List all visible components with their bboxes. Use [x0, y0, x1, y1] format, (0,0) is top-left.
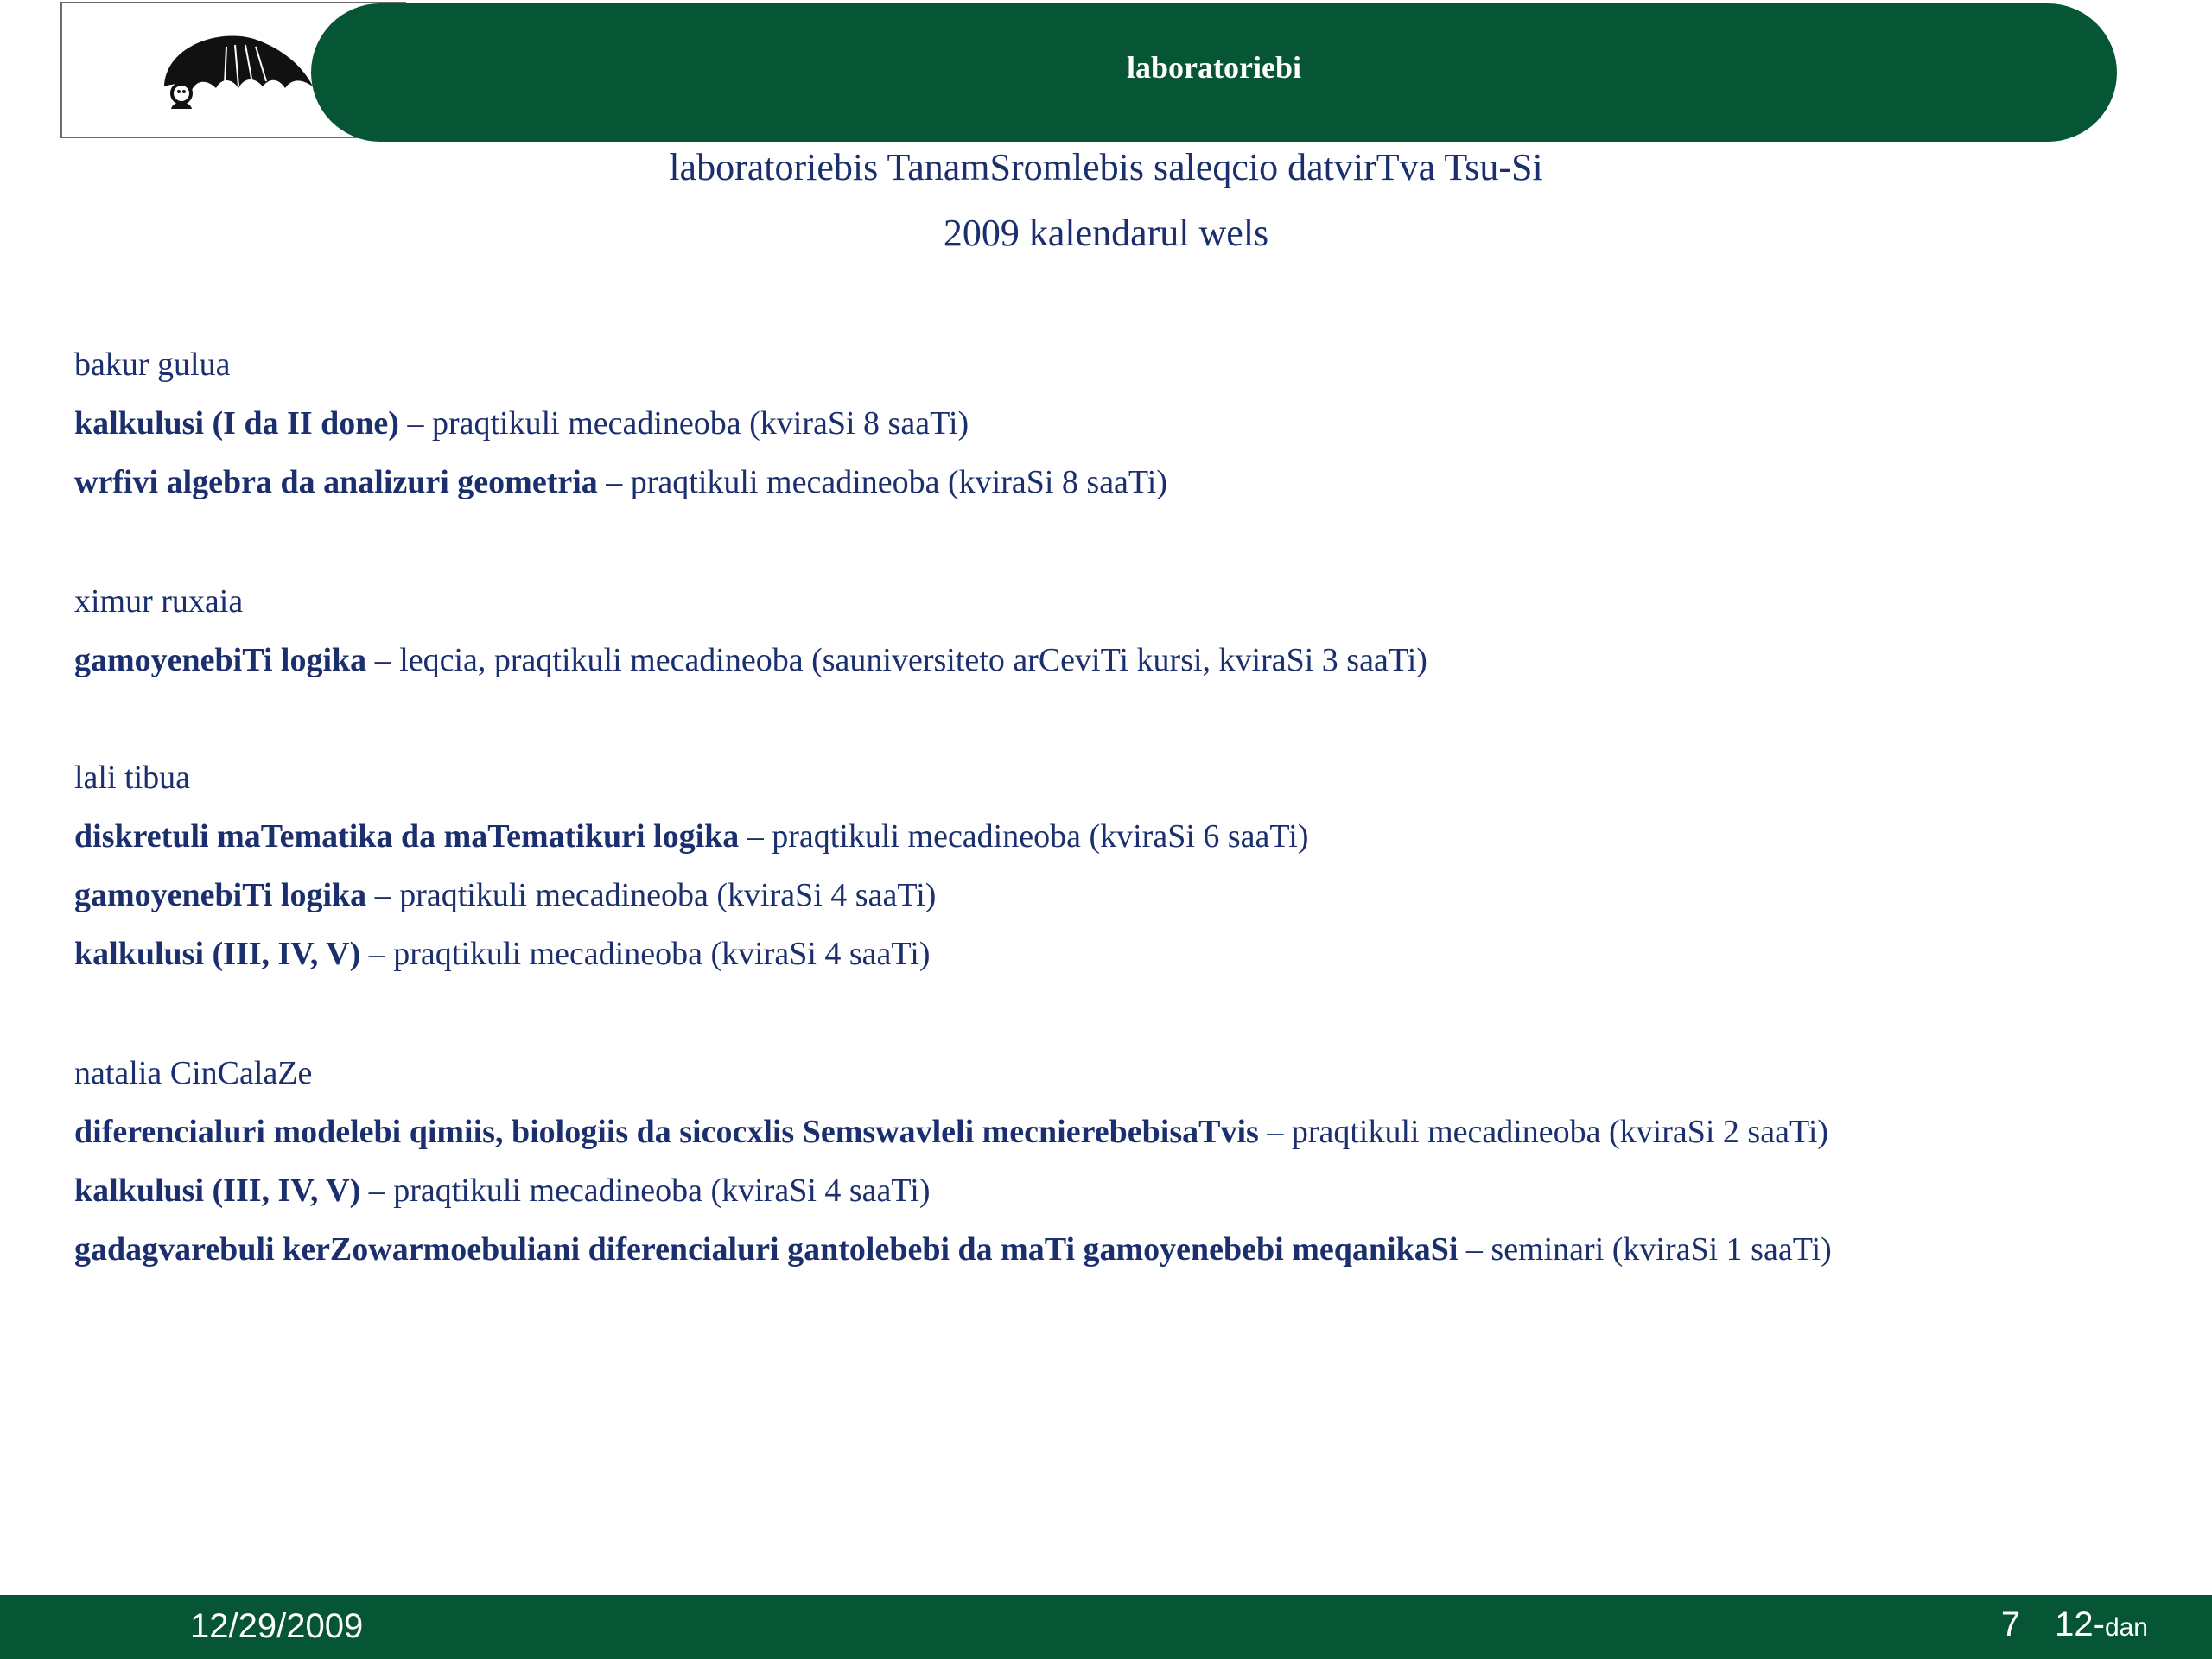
- subtitle-line-1: laboratoriebis TanamSromlebis saleqcio datvirTva Tsu-Si: [669, 146, 1543, 188]
- course-details: – seminari (kviraSi 1 saaTi): [1458, 1231, 1832, 1268]
- page-number: 7: [2000, 1605, 2021, 1643]
- course-details: – praqtikuli mecadineoba (kviraSi 2 saaTi): [1258, 1114, 1829, 1150]
- instructor-name: natalia CinCalaZe: [74, 1055, 313, 1091]
- course-line: [74, 816, 1309, 857]
- footer-date: 12/29/2009: [190, 1607, 364, 1645]
- course-title: wrfivi algebra da analizuri geometria: [74, 464, 598, 500]
- footer-bar: [0, 1595, 2212, 1659]
- course-line: [74, 461, 1167, 503]
- course-line: [74, 1170, 931, 1211]
- course-line: [74, 639, 1427, 681]
- course-details: – praqtikuli mecadineoba (kviraSi 6 saaTi): [739, 818, 1309, 855]
- course-details: – leqcia, praqtikuli mecadineoba (sauniversiteto arCeviTi kursi, kviraSi 3 saaTi): [366, 642, 1427, 678]
- page-total-suffix: dan: [2104, 1613, 2148, 1642]
- course-title: gadagvarebuli kerZowarmoebuliani diferencialuri gantolebebi da maTi gamoyenebebi meqanikaSi: [74, 1231, 1459, 1268]
- course-line: [74, 1229, 1832, 1270]
- course-title: kalkulusi (I da II done): [74, 405, 399, 442]
- title-bar: [311, 3, 2117, 142]
- course-details: – praqtikuli mecadineoba (kviraSi 4 saaTi): [366, 877, 937, 913]
- course-line: [74, 403, 969, 444]
- course-details: – praqtikuli mecadineoba (kviraSi 8 saaTi): [597, 464, 1168, 500]
- course-title: gamoyenebiTi logika: [74, 642, 367, 678]
- course-title: diskretuli maTematika da maTematikuri logika: [74, 818, 740, 855]
- page-total: 12-: [2055, 1605, 2105, 1643]
- instructor-name: lali tibua: [74, 760, 191, 796]
- course-title: kalkulusi (III, IV, V): [74, 936, 361, 972]
- slide-title: laboratoriebi: [1127, 50, 1301, 85]
- course-title: kalkulusi (III, IV, V): [74, 1173, 361, 1209]
- course-details: – praqtikuli mecadineoba (kviraSi 8 saaTi): [398, 405, 969, 442]
- course-line: [74, 933, 931, 975]
- course-title: diferencialuri modelebi qimiis, biologiis da sicocxlis Semswavleli mecnierebebisaTvis: [74, 1114, 1259, 1150]
- instructor-name: ximur ruxaia: [74, 583, 244, 620]
- page-indicator: [2001, 1605, 2148, 1644]
- course-line: [74, 874, 936, 916]
- course-title: gamoyenebiTi logika: [74, 877, 367, 913]
- course-details: – praqtikuli mecadineoba (kviraSi 4 saaTi): [360, 1173, 931, 1209]
- course-details: – praqtikuli mecadineoba (kviraSi 4 saaTi): [360, 936, 931, 972]
- subtitle-line-2: 2009 kalendarul wels: [943, 212, 1269, 254]
- course-line: [74, 1111, 1828, 1153]
- university-emblem-icon: [149, 26, 330, 112]
- instructor-name: bakur gulua: [74, 346, 231, 383]
